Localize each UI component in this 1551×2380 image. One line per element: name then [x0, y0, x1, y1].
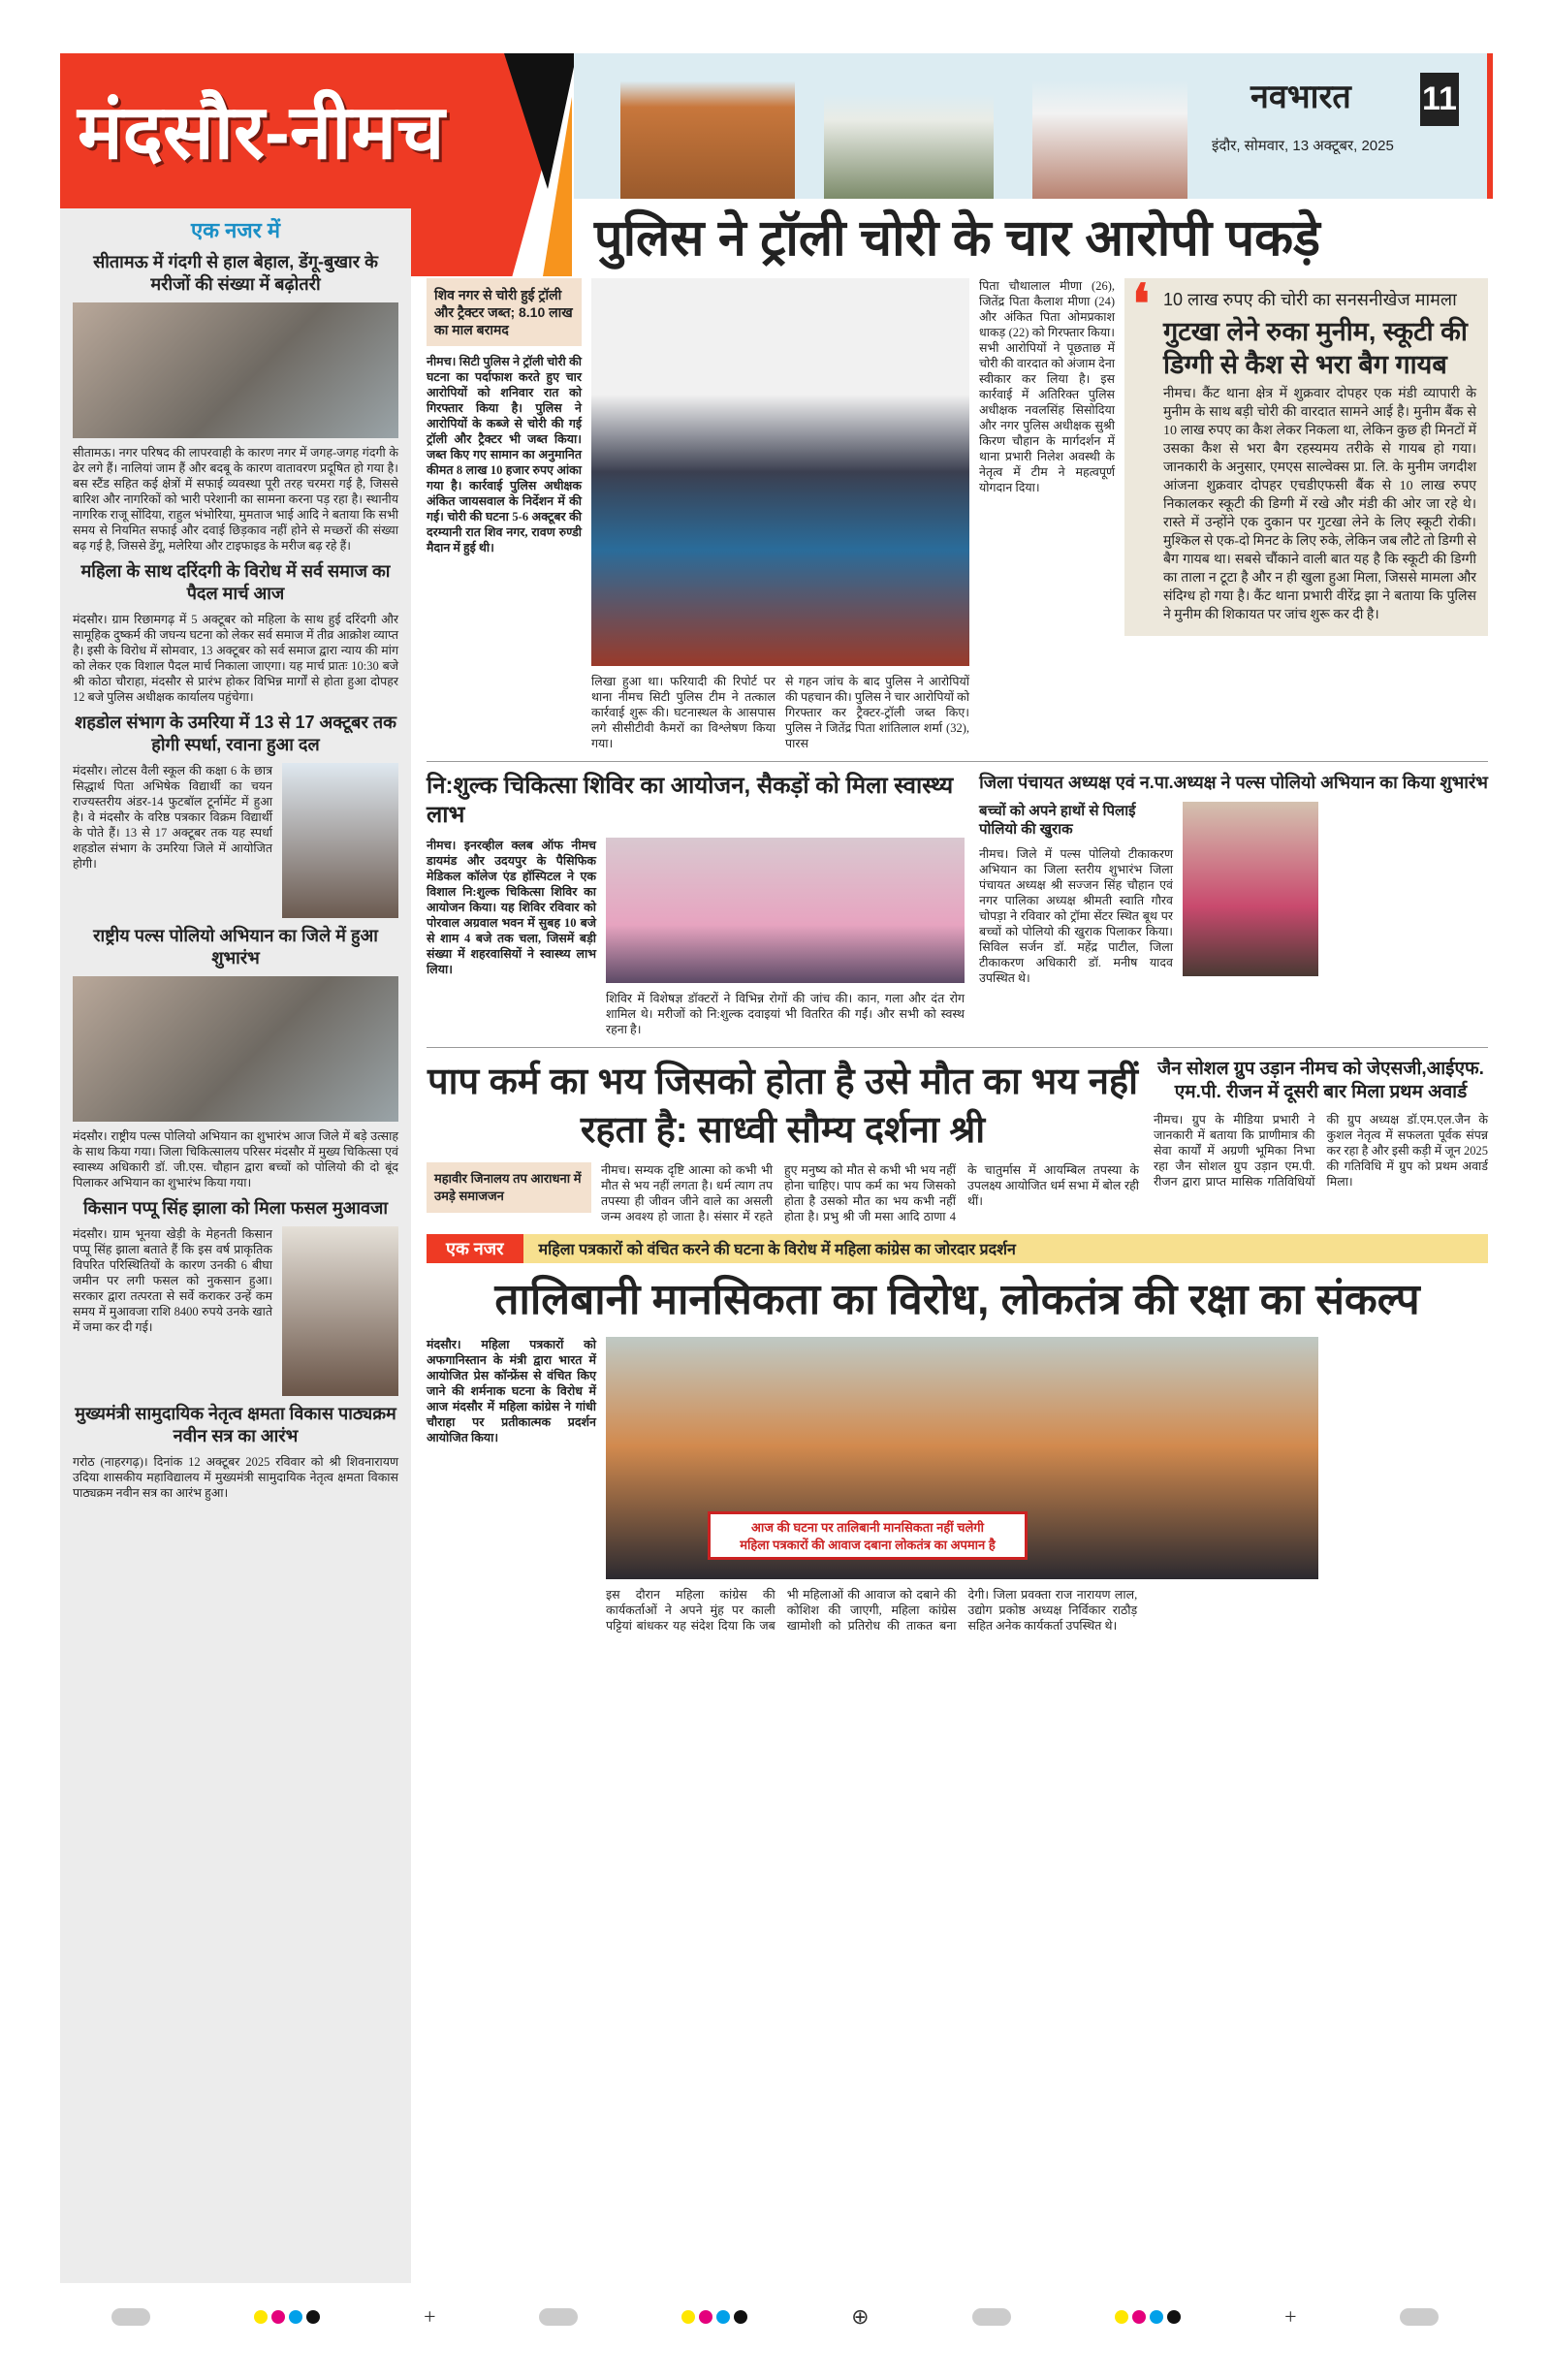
article-headline: जिला पंचायत अध्यक्ष एवं न.पा.अध्यक्ष ने पल्स पोलियो अभियान का किया शुभारंभ [979, 773, 1488, 792]
article-body: मंदसौर। ग्राम रिछामगढ़ में 5 अक्टूबर को महिला के साथ हुई दरिंदगी और सामूहिक दुष्कर्म की जघन्य घटना को लेकर सर्व समाज में तीव्र आक्रोश व्याप्त है। इसी के विरोध में सोमवार, 13 अक्टूबर को सर्व समाज द्वारा न्याय की मांग को लेकर एक विशाल पैदल मार्च निकाला जाएगा। यह मार्च प्रातः 10:30 बजे श्री कोठा चौराहा, मंदसौर से प्रारंभ होकर विभिन्न मार्गों से होता हुआ दोपहर 12 बजे पुलिस अधीक्षक कार्यालय पहुंचेगा। [73, 613, 398, 704]
masthead: नवभारत [1250, 79, 1351, 115]
article-body: नीमच। सम्यक दृष्टि आत्मा को कभी भी मौत से भय नहीं लगता है। धर्म त्याग तप तपस्या ही जीवन जीने वाले का असली जन्म अवश्य हो जाता है। संसार में रहते हुए मनुष्य को मौत से कभी भी भय नहीं होना चाहिए। पाप कर्म का भय जिसको होता है उसको मौत का भय कभी नहीं होता है। प्रभु श्री जी मसा आदि ठाणा 4 के चातुर्मास में आयम्बिल तपस्या के उपलक्ष्य आयोजित धर्म सभा में बोल रही थीं। [601, 1163, 1139, 1223]
section-title: मंदसौर-नीमच [78, 89, 445, 175]
quote-mark-icon: ❛ [1132, 273, 1151, 334]
registration-oval [111, 2308, 150, 2326]
article-row [73, 763, 398, 918]
article-body: से गहन जांच के बाद पुलिस ने आरोपियों की पहचान की। पुलिस ने चार आरोपियों को गिरफ्तार कर ट्रैक्टर-ट्रॉली जब्त किए। पुलिस ने जितेंद्र पिता शांतिलाल शर्मा (32), पारस [785, 675, 969, 750]
accused-tractor-photo [591, 278, 969, 666]
article-headline: मुख्यमंत्री सामुदायिक नेतृत्व क्षमता विकास पाठ्यक्रम नवीन सत्र का आरंभ [75, 1404, 396, 1445]
jain-article [1154, 1058, 1488, 1190]
banner-text: आज की घटना पर तालिबानी मानसिकता नहीं चलेगी [751, 1520, 984, 1535]
polio-article [979, 772, 1488, 986]
article-headline: गुटखा लेने रुका मुनीम, स्कूटी की डिग्गी से कैश से भरा बैग गायब [1163, 317, 1468, 379]
gutkha-theft-box [1124, 273, 1488, 636]
color-dots [681, 2310, 747, 2324]
camp-article [427, 772, 965, 1037]
page-number: 11 [1420, 73, 1459, 126]
polio-photo [73, 976, 398, 1122]
article-body: गरोठ (नाहरगढ़)। दिनांक 12 अक्टूबर 2025 रविवार को श्री शिवनारायण उदिया शासकीय महाविद्यालय में मुख्यमंत्री सामुदायिक नेतृत्व क्षमता विकास पाठ्यक्रम नवीन सत्र का आरंभ हुआ। [73, 1455, 398, 1500]
article-headline: राष्ट्रीय पल्स पोलियो अभियान का जिले में हुआ शुभारंभ [93, 926, 378, 968]
article-row [73, 1226, 398, 1396]
article-subhead: बच्चों को अपने हाथों से पिलाई पोलियो की खुराक [979, 803, 1136, 838]
article-row [427, 838, 965, 1037]
polio-drops-photo [1183, 802, 1318, 976]
article-subhead: महावीर जिनालय तप आराधना में उमड़े समाजजन [427, 1162, 591, 1213]
sadhvi-article [427, 1058, 1139, 1224]
registration-marks [60, 2302, 1491, 2332]
article-body: नीमच। जिले में पल्स पोलियो टीकाकरण अभियान का जिला स्तरीय शुभारंभ जिला पंचायत अध्यक्ष श्री सज्जन सिंह चौहान एवं नगर पालिका अध्यक्ष श्रीमती स्वाति गौरव चोपड़ा ने रविवार को ट्रॉमा सेंटर स्थित बूथ पर बच्चों को पोलियो की खुराक पिलाकर किया। सिविल सर्जन डॉ. महेंद्र पाटील, जिला टीकाकरण अधिकारी डॉ. मनीष यादव उपस्थित थे। [979, 847, 1173, 985]
registration-oval [972, 2308, 1011, 2326]
station-photo [1032, 68, 1187, 199]
crosshair-icon: ⊕ [851, 2304, 870, 2329]
protest-banner [708, 1511, 1028, 1560]
article-body: मंदसौर। राष्ट्रीय पल्स पोलियो अभियान का शुभारंभ आज जिले में बड़े उत्साह के साथ किया गया। जिला चिकित्सालय परिसर मंदसौर में मुख्य चिकित्सा एवं स्वास्थ्य अधिकारी डॉ. जी.एस. चौहान द्वारा बच्चों को पोलियो की दो बूंद पिलाकर अभियान का शुभारंभ किया गया। [73, 1129, 398, 1190]
article-body: नीमच। इनरव्हील क्लब ऑफ नीमच डायमंड और उदयपुर के पैसिफिक मेडिकल कॉलेज एंड हॉस्पिटल ने एक विशाल नि:शुल्क चिकित्सा शिविर का आयोजन किया। यह शिविर रविवार को पोरवाल अग्रवाल भवन में सुबह 10 बजे से शाम 4 बजे तक चला, जिसमें बड़ी संख्या में शहरवासियों ने स्वास्थ्य लाभ लिया। [427, 839, 596, 976]
article-headline: नि:शुल्क चिकित्सा शिविर का आयोजन, सैकड़ों को मिला स्वास्थ्य लाभ [427, 773, 954, 828]
article-body: पिता चौथालाल मीणा (26), जितेंद्र पिता कैलाश मीणा (24) और अंकित पिता ओमप्रकाश धाकड़ (22) को गिरफ्तार किया। सभी आरोपियों ने पूछताछ में चोरी की वारदात को अंजाम देना स्वीकार कर लिया है। इस कार्रवाई में अतिरिक्त पुलिस अधीक्षक नवलसिंह सिसोदिया और नगर पुलिस अधीक्षक सुश्री किरण चौहान के मार्गदर्शन में थाना प्रभारी निलेश अवस्थी के नेतृत्व में टीम ने महत्वपूर्ण योगदान दिया। [979, 279, 1115, 494]
student-photo [282, 763, 398, 918]
article-body: मंदसौर। महिला पत्रकारों को अफगानिस्तान के मंत्री द्वारा भारत में आयोजित प्रेस कॉन्फ्रेंस से वंचित किए जाने की शर्मनाक घटना के विरोध में आज मंदसौर में महिला कांग्रेस ने गांधी चौराहा पर प्रतीकात्मक प्रदर्शन आयोजित किया। [427, 1338, 596, 1444]
dateline: इंदौर, सोमवार, 13 अक्टूबर, 2025 [1212, 138, 1394, 154]
divider [427, 1047, 1488, 1048]
registration-oval [1400, 2308, 1439, 2326]
strip-text: महिला पत्रकारों को वंचित करने की घटना के विरोध में महिला कांग्रेस का जोरदार प्रदर्शन [538, 1242, 1016, 1258]
ek-nazar-label: एक नजर में [191, 218, 280, 242]
news-strip [427, 1234, 1488, 1263]
taliban-center [606, 1337, 1318, 1634]
color-dots [1115, 2310, 1181, 2324]
garbage-photo [73, 302, 398, 438]
strip-tag: एक नजर [427, 1234, 523, 1263]
article-headline: किसान पप्पू सिंह झाला को मिला फसल मुआवजा [82, 1198, 389, 1218]
registration-oval [539, 2308, 578, 2326]
banner-text: महिला पत्रकारों की आवाज दबाना लोकतंत्र का अपमान है [740, 1538, 996, 1552]
sadhvi-jain-row [427, 1058, 1488, 1224]
camp-photo [606, 838, 965, 983]
article-body: शिविर में विशेषज्ञ डॉक्टरों ने विभिन्न रोगों की जांच की। कान, गला और दंत रोग शामिल थे। मरीजों को नि:शुल्क दवाइयां भी वितरित की गईं। और सभी को स्वस्थ रहना है। [606, 992, 965, 1036]
left-column [73, 215, 398, 1501]
camp-polio-row [427, 772, 1488, 1037]
temple-photo [824, 68, 994, 199]
lead-subhead: शिव नगर से चोरी हुई ट्रॉली और ट्रैक्टर जब्त; 8.10 लाख का माल बरामद [427, 278, 582, 346]
article-body: लिखा हुआ था। फरियादी की रिपोर्ट पर थाना नीमच सिटी पुलिस टीम ने तत्काल कार्रवाई शुरू की। घटनास्थल के आसपास लगे सीसीटीवी कैमरों का विश्लेषण किया गया। [591, 675, 776, 750]
camp-right [606, 838, 965, 1037]
lead-row [427, 273, 1488, 751]
article-headline: सीतामऊ में गंदगी से हाल बेहाल, डेंगू-बुखार के मरीजों की संख्या में बढ़ोतरी [93, 252, 378, 294]
taliban-row [427, 1337, 1488, 1634]
divider [427, 761, 1488, 762]
article-headline: जैन सोशल ग्रुप उड़ान नीमच को जेएसजी,आईएफ. एम.पी. रीजन में दूसरी बार मिला प्रथम अवार्ड [1157, 1059, 1484, 1102]
article-body: मंदसौर। लोटस वैली स्कूल की कक्षा 6 के छात्र सिद्धार्थ पिता अभिषेक विद्यार्थी का चयन राज्यस्तरीय अंडर-14 फुटबॉल टूर्नामेंट में हुआ है। वे मंदसौर के वरिष्ठ पत्रकार विक्रम विद्यार्थी के पोते हैं। 13 से 17 अक्टूबर तक यह स्पर्धा शहडोल संभाग के उमरिया जिले में आयोजित होगी। [73, 764, 272, 871]
article-body: सीतामऊ। नगर परिषद की लापरवाही के कारण नगर में जगह-जगह गंदगी के ढेर लगे हैं। नालियां जाम हैं और बदबू के कारण वातावरण प्रदूषित हो गया है। बस स्टैंड सहित कई क्षेत्रों में सफाई व्यवस्था पूरी तरह चरमरा गई है, जिससे बारिश और नागरिकों को भारी परेशानी का सामना करना पड़ रहा है। स्थानीय नागरिक राजू सोंदिया, राहुल भंभोरिया, मुमताज भाई आदि ने बताया कि सभी समय से नियमित सफाई और दवाई छिड़काव नहीं होने से मच्छरों की संख्या बढ़ गई है, जिससे डेंगू, मलेरिया और टाइफाइड के मरीज बढ़ रहे हैं। [73, 446, 398, 553]
article-body: नीमच। कैंट थाना क्षेत्र में शुक्रवार दोपहर एक मंडी व्यापारी के मुनीम के साथ बड़ी चोरी की वारदात सामने आई है। मुनीम बैंक से 10 लाख रुपए का कैश लेकर निकला था, लेकिन कुछ ही मिनटों में उसका कैश से भरा बैग रहस्यमय तरीके से गायब हो गया। जानकारी के अनुसार, एमएस साल्वेक्स प्रा. लि. के मुनीम जगदीश आंजना शुक्रवार दोपहर एचडीएफसी बैंक से 10 लाख रुपए निकालकर स्कूटी की डिग्गी में रखे और मंडी की ओर जा रहे थे। रास्ते में उन्होंने एक दुकान पर गुटखा लेने के लिए स्कूटी रोकी। मुश्किल से एक-दो मिनट के लिए रुके, लेकिन जब लौटे तो डिग्गी से बैग गायब था। सबसे चौंकाने वाली बात यह है कि स्कूटी की डिग्गी का ताला न टूटा है और न ही खुला हुआ मिला, जिससे मामला और संदिग्ध हो गया है। कैंट थाना प्रभारी वीरेंद्र झा ने बताया कि पुलिस ने मुनीम की शिकायत पर जांच शुरू कर दी है। [1163, 387, 1476, 622]
polio-text [979, 802, 1173, 986]
article-row [979, 802, 1488, 986]
lead-center [591, 278, 969, 751]
crosshair-icon: + [1284, 2304, 1297, 2329]
article-body: इस दौरान महिला कांग्रेस की कार्यकर्ताओं ने अपने मुंह पर काली पट्टियां बांधकर यह संदेश दिया कि जब भी महिलाओं की आवाज को दबाने की कोशिश की जाएगी, महिला कांग्रेस खामोशी को प्रतिरोध की ताकत बना देगी। जिला प्रवक्ता राज नारायण लाल, उद्योग प्रकोष्ठ अध्यक्ष निर्विकार राठौड़ सहित अनेक कार्यकर्ता उपस्थित थे। [606, 1588, 1138, 1633]
crosshair-icon: + [424, 2304, 436, 2329]
lead-col1 [427, 278, 582, 555]
color-dots [254, 2310, 320, 2324]
article-body: नीमच। सिटी पुलिस ने ट्रॉली चोरी की घटना का पर्दाफाश करते हुए चार आरोपियों को शनिवार रात को गिरफ्तार किया है। पुलिस ने आरोपियों के कब्जे से चोरी की गई ट्रॉली और ट्रैक्टर भी जब्त किया। जब्त किए गए सामान का अनुमानित कीमत 8 लाख 10 हजार रुपए आंका गया है। कार्रवाई पुलिस अधीक्षक अंकित जायसवाल के निर्देशन में की गई। चोरी की घटना 5-6 अक्टूबर की दरम्यानी रात शिव नगर, रावण रुण्डी मैदान में हुई थी। [427, 355, 582, 555]
article-headline: तालिबानी मानसिकता का विरोध, लोकतंत्र की रक्षा का संकल्प [494, 1276, 1420, 1323]
article-row [427, 1162, 1139, 1224]
protest-photo [606, 1337, 1318, 1579]
kicker: 10 लाख रुपए की चोरी का सनसनीखेज मामला [1163, 290, 1457, 309]
article-headline: महिला के साथ दरिंदगी के विरोध में सर्व समाज का पैदल मार्च आज [80, 561, 391, 603]
article-headline: शहडोल संभाग के उमरिया में 13 से 17 अक्टूबर तक होगी स्पर्धा, रवाना हुआ दल [75, 713, 396, 754]
banner-decoration [1487, 53, 1493, 199]
farmer-photo [282, 1226, 398, 1396]
lead-headline: पुलिस ने ट्रॉली चोरी के चार आरोपी पकड़े [594, 210, 1320, 267]
lead-columns [591, 674, 969, 751]
main-area [427, 208, 1488, 1634]
article-body: मंदसौर। ग्राम भूनया खेड़ी के मेहनती किसान पप्पू सिंह झाला बताते हैं कि इस वर्ष प्राकृतिक विपरित परिस्थितियों के कारण उनकी 6 बीघा जमीन पर लगी फसल को नुकसान हुआ। सरकार द्वारा तत्परता से सर्वे कराकर उन्हें कम समय में मुआवजा राशि 8400 रुपये उनके खाते में जमा कर दी गई। [73, 1227, 272, 1334]
fort-photo [620, 68, 795, 199]
article-body: नीमच। ग्रुप के मीडिया प्रभारी ने जानकारी में बताया कि प्राणीमात्र की सेवा कार्यों में अग्रणी भूमिका निभा रहा जैन सोशल ग्रुप उड़ान एम.पी. रीजन द्वारा प्राप्त मासिक गतिविधियों की ग्रुप अध्यक्ष डॉ.एम.एल.जैन के कुशल नेतृत्व में सफलता पूर्वक संपन्न कर रहा है और इसी कड़ी में जून 2025 की गतिविधि में ग्रुप को प्रथम अवार्ड मिला। [1154, 1113, 1488, 1189]
article-headline: पाप कर्म का भय जिसको होता है उसे मौत का भय नहीं रहता है: साध्वी सौम्य दर्शना श्री [427, 1062, 1138, 1151]
